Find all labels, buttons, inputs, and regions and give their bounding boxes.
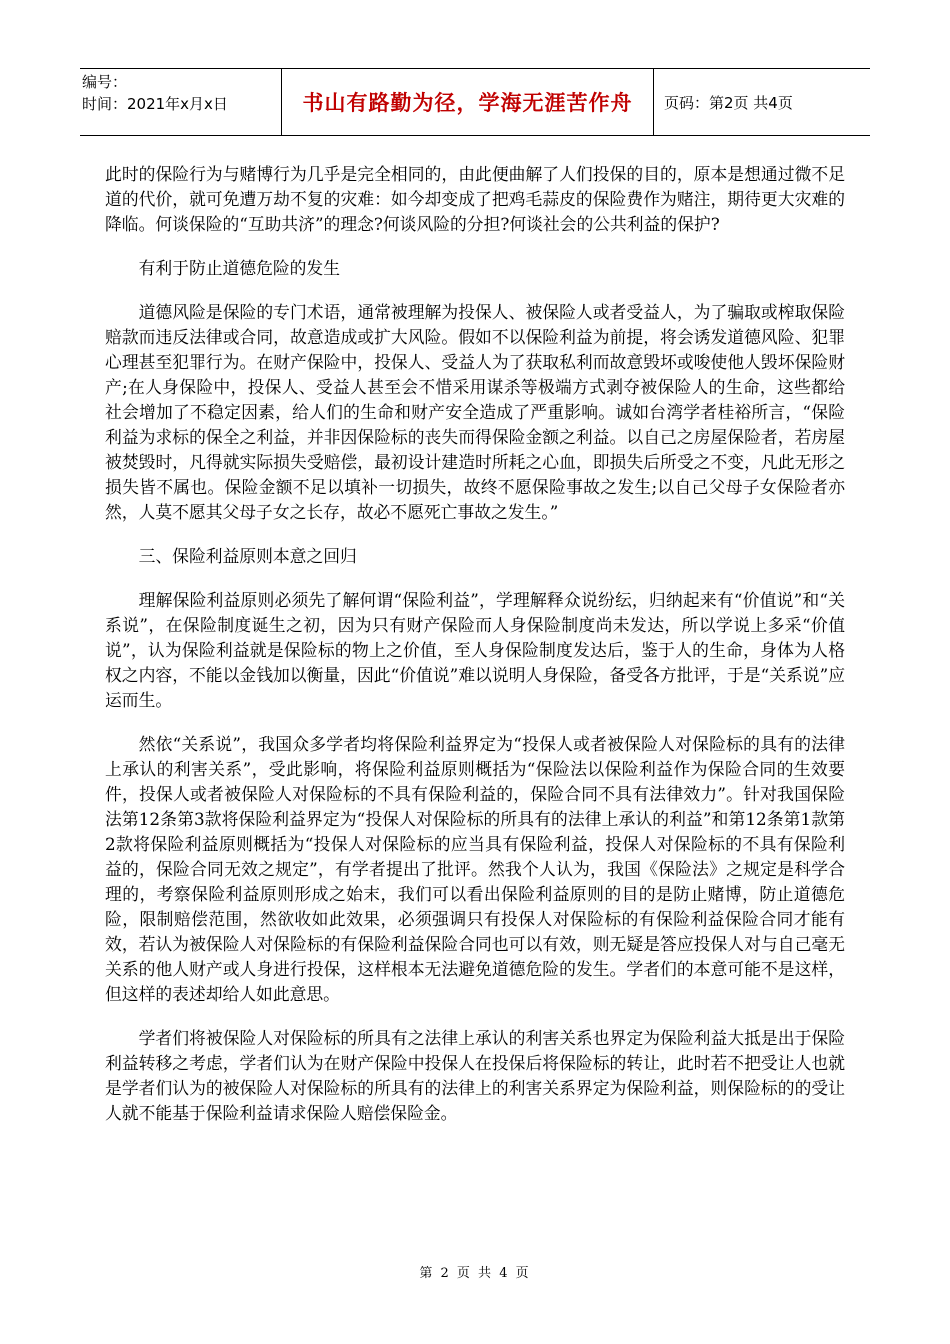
- section-subheading: 有利于防止道德危险的发生: [138, 258, 340, 278]
- body-paragraph-3: 理解保险利益原则必须先了解何谓“保险利益”，学理解释众说纷纭，归纳起来有“价值说”和“关系说”，在保险制度诞生之初，因为只有财产保险而人身保险制度尚未发达，所以学说上多采“价值说”，认为保险利益就是保险标的物上之价值，至人身保险制度发达后，鉴于人的生命，身体为人格权之内容，不能以金钱加以衡量，因此“价值说”难以说明人身保险，备受各方批评，于是“关系说”应运而生。: [105, 590, 845, 710]
- header-meta-cell: [80, 69, 282, 135]
- page-footer: 第 2 页 共 4 页: [419, 1266, 531, 1281]
- body-paragraph-5: 学者们将被保险人对保险标的所具有之法律上承认的利害关系也界定为保险利益大抵是出于保险利益转移之考虑，学者们认为在财产保险中投保人在投保后将保险标的转让，此时若不把受让人也就是学者们认为的被保险人对保险标的所具有的法律上的利害关系界定为保险利益，则保险标的的受让人就不能基于保险利益请求保险人赔偿保险金。: [105, 1028, 845, 1123]
- section-heading: 三、保险利益原则本意之回归: [138, 546, 357, 566]
- body-paragraph-2: 道德风险是保险的专门术语，通常被理解为投保人、被保险人或者受益人，为了骗取或榨取保险赔款而违反法律或合同，故意造成或扩大风险。假如不以保险利益为前提，将会诱发道德风险、犯罪心理甚至犯罪行为。在财产保险中，投保人、受益人为了获取私利而故意毁坏或唆使他人毁坏保险财产;在人身保险中，投保人、受益人甚至会不惜采用谋杀等极端方式剥夺被保险人的生命，这些都给社会增加了不稳定因素，给人们的生命和财产安全造成了严重影响。诚如台湾学者桂裕所言，“保险利益为求标的保全之利益，并非因保险标的丧失而得保险金额之利益。以自己之房屋保险者，若房屋被焚毁时，凡得就实际损失受赔偿，最初设计建造时所耗之心血，即损失后所受之不变，凡此无形之损失皆不属也。保险金额不足以填补一切损失，故终不愿保险事故之发生;以自己父母子女保险者亦然，人莫不愿其父母子女之长存，故必不愿死亡事故之发生。”: [105, 302, 845, 522]
- body-paragraph-1: 此时的保险行为与赌博行为几乎是完全相同的，由此便曲解了人们投保的目的，原本是想通过微不足道的代价，就可免遭万劫不复的灾难：如今却变成了把鸡毛蒜皮的保险费作为赌注，期待更大灾难的降临。何谈保险的“互助共济”的理念?何谈风险的分担?何谈社会的公共利益的保护?: [105, 164, 845, 234]
- document-date-label: 时间：2021年x月x日: [82, 95, 228, 113]
- header-motto: 书山有路勤为径，学海无涯苦作舟: [282, 69, 654, 135]
- body-paragraph-4: 然依“关系说”，我国众多学者均将保险利益界定为“投保人或者被保险人对保险标的具有的法律上承认的利害关系”，受此影响，将保险利益原则概括为“保险法以保险利益作为保险合同的生效要件，投保人或者被保险人对保险标的不具有保险利益的，保险合同不具有法律效力”。针对我国保险法第12条第3款将保险利益界定为“投保人对保险标的所具有的法律上承认的利益”和第12条第1款第2款将保险利益原则概括为“投保人对保险标的应当具有保险利益，投保人对保险标的不具有保险利益的，保险合同无效之规定”，有学者提出了批评。然我个人认为，我国《保险法》之规定是科学合理的，考察保险利益原则形成之始末，我们可以看出保险利益原则的目的是防止赌博，防止道德危险，限制赔偿范围，然欲收如此效果，必须强调只有投保人对保险标的有保险利益保险合同才能有效，若认为被保险人对保险标的有保险利益保险合同也可以有效，则无疑是答应投保人对与自己毫无关系的他人财产或人身进行投保，这样根本无法避免道德危险的发生。学者们的本意可能不是这样，但这样的表述却给人如此意思。: [105, 734, 845, 1004]
- document-number-label: 编号：: [82, 73, 128, 91]
- document-body: [105, 162, 845, 1145]
- header-page-number: 页码：第2页 共4页: [664, 93, 793, 112]
- document-header: [80, 68, 870, 136]
